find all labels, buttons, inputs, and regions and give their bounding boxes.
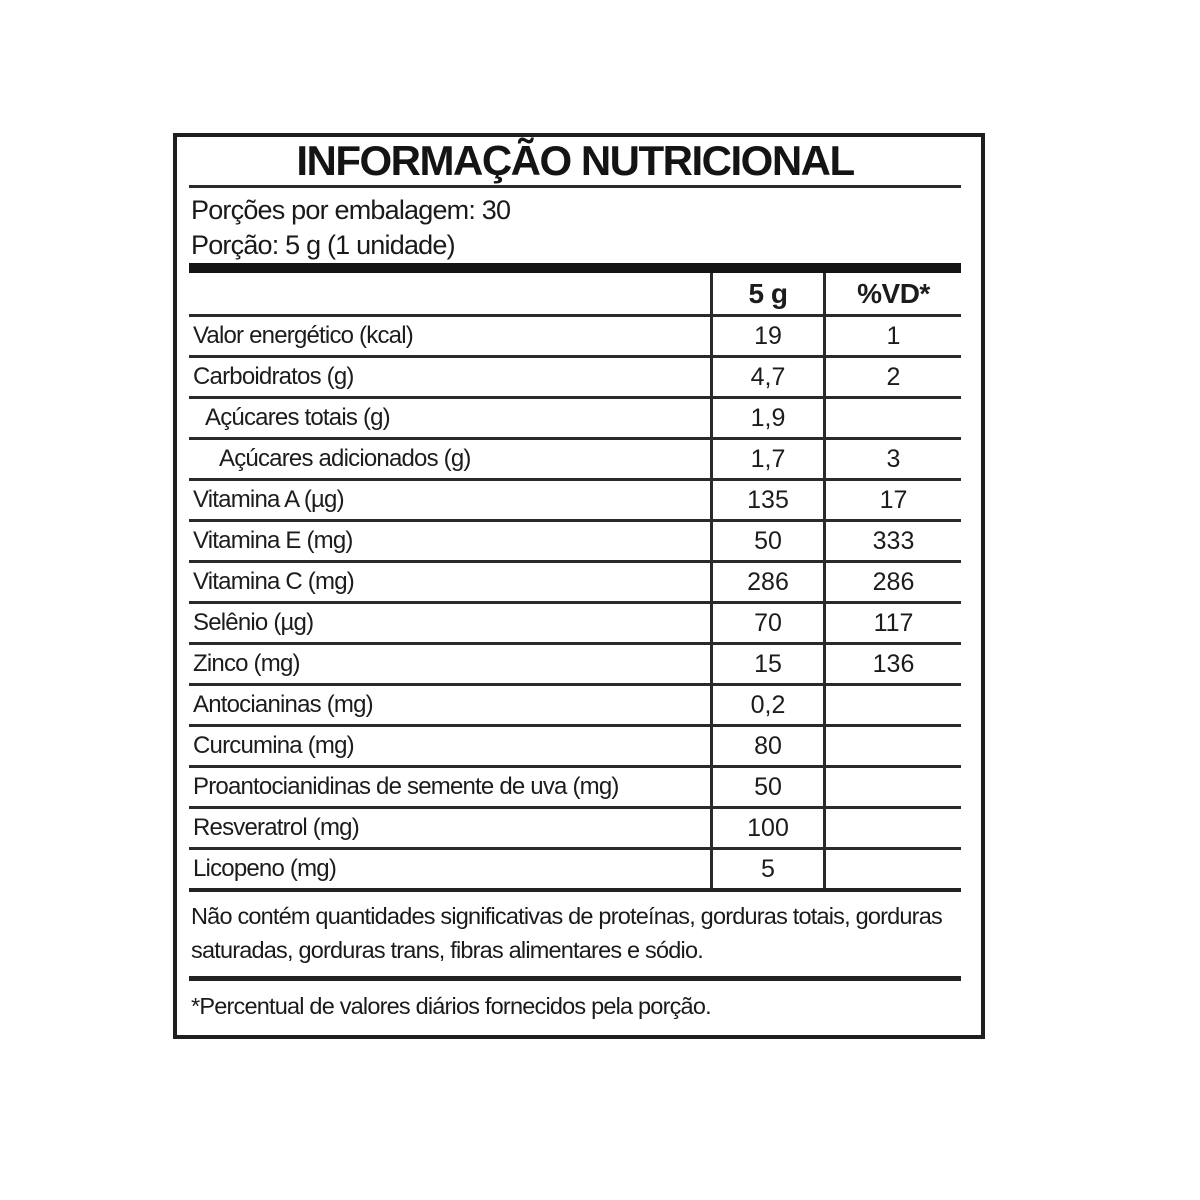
nutrient-amount: 15 <box>710 645 823 683</box>
nutrient-amount: 135 <box>710 481 823 519</box>
nutrient-daily-value: 2 <box>823 358 961 396</box>
nutrition-label <box>173 133 985 1039</box>
label-title: INFORMAÇÃO NUTRICIONAL <box>189 137 961 188</box>
table-row <box>189 642 961 683</box>
serving-info <box>189 188 961 263</box>
nutrient-amount: 1,7 <box>710 440 823 478</box>
table-row <box>189 478 961 519</box>
nutrient-amount: 70 <box>710 604 823 642</box>
nutrient-amount: 5 <box>710 850 823 888</box>
nutrient-name: Proantocianidinas de semente de uva (mg) <box>193 773 619 800</box>
no-significant-amounts-note: Não contém quantidades significativas de proteínas, gorduras totais, gorduras saturadas, gorduras trans, fibras alimentares e sódio. <box>191 903 942 963</box>
nutrient-name: Vitamina A (µg) <box>193 486 344 513</box>
nutrition-table <box>189 273 961 892</box>
table-row <box>189 806 961 847</box>
nutrient-name: Açúcares adicionados (g) <box>219 445 471 472</box>
nutrient-amount: 100 <box>710 809 823 847</box>
nutrient-amount: 50 <box>710 522 823 560</box>
nutrient-name: Licopeno (mg) <box>193 855 337 882</box>
table-row <box>189 437 961 478</box>
nutrient-daily-value: 17 <box>823 481 961 519</box>
header-spacer <box>189 273 710 314</box>
table-row <box>189 765 961 806</box>
nutrient-daily-value <box>823 809 961 847</box>
table-row <box>189 314 961 355</box>
nutrient-daily-value: 333 <box>823 522 961 560</box>
nutrient-amount: 4,7 <box>710 358 823 396</box>
nutrient-daily-value: 286 <box>823 563 961 601</box>
nutrient-amount: 80 <box>710 727 823 765</box>
nutrient-daily-value <box>823 727 961 765</box>
nutrient-name: Valor energético (kcal) <box>193 322 413 349</box>
nutrient-name: Antocianinas (mg) <box>193 691 373 718</box>
nutrient-daily-value <box>823 686 961 724</box>
thick-divider-bar <box>189 263 961 273</box>
table-row <box>189 683 961 724</box>
table-header-row <box>189 273 961 314</box>
table-row <box>189 601 961 642</box>
nutrient-name: Selênio (µg) <box>193 609 314 636</box>
nutrient-daily-value <box>823 850 961 888</box>
nutrient-amount: 19 <box>710 317 823 355</box>
nutrient-daily-value: 3 <box>823 440 961 478</box>
nutrient-daily-value <box>823 399 961 437</box>
daily-values-footnote: *Percentual de valores diários fornecidos pela porção. <box>191 993 711 1019</box>
table-row <box>189 355 961 396</box>
nutrient-amount: 50 <box>710 768 823 806</box>
nutrient-daily-value: 136 <box>823 645 961 683</box>
column-header-daily-value: %VD* <box>823 273 961 314</box>
nutrient-name: Açúcares totais (g) <box>205 404 390 431</box>
table-row <box>189 560 961 601</box>
servings-per-package: Porções por embalagem: 30 <box>191 195 511 225</box>
nutrient-amount: 1,9 <box>710 399 823 437</box>
table-row <box>189 724 961 765</box>
nutrient-name: Vitamina C (mg) <box>193 568 354 595</box>
nutrient-name: Curcumina (mg) <box>193 732 354 759</box>
nutrient-daily-value <box>823 768 961 806</box>
nutrient-daily-value: 117 <box>823 604 961 642</box>
nutrient-amount: 286 <box>710 563 823 601</box>
table-row <box>189 519 961 560</box>
nutrient-name: Vitamina E (mg) <box>193 527 353 554</box>
portion-size: Porção: 5 g (1 unidade) <box>191 230 455 260</box>
column-header-amount: 5 g <box>710 273 823 314</box>
nutrient-name: Resveratrol (mg) <box>193 814 359 841</box>
nutrient-name: Carboidratos (g) <box>193 363 354 390</box>
nutrient-name: Zinco (mg) <box>193 650 300 677</box>
table-row <box>189 847 961 888</box>
table-row <box>189 396 961 437</box>
nutrient-amount: 0,2 <box>710 686 823 724</box>
nutrient-daily-value: 1 <box>823 317 961 355</box>
